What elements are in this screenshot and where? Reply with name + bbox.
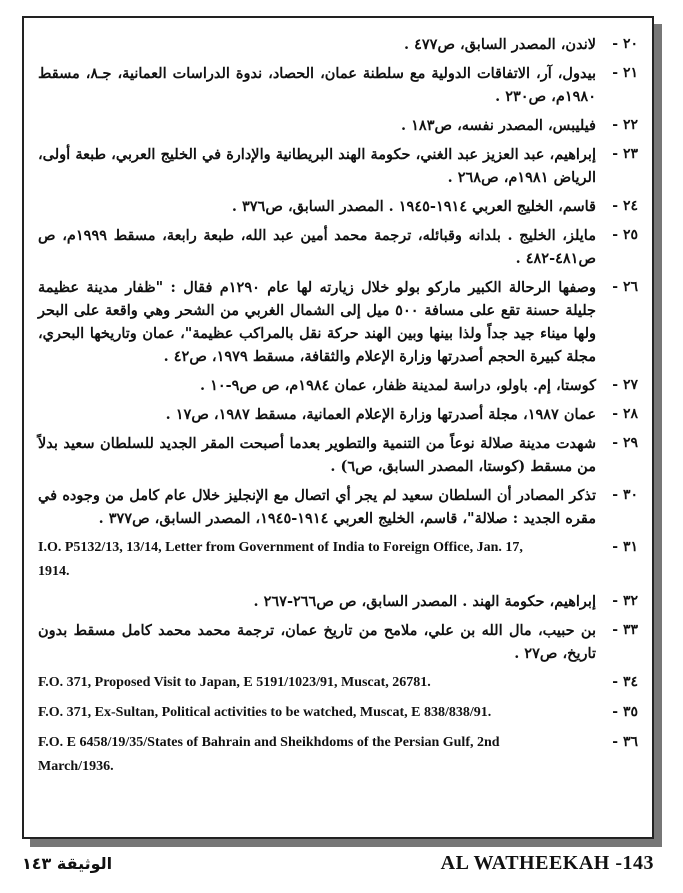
footnote-text [38, 536, 596, 584]
footnote-text-main: بن حبيب، مال الله بن علي، ملامح من تاريخ عمان، ترجمة محمد محمد كامل مسقط بدون تاريخ، ص٢٧ . [38, 622, 596, 662]
footnote-item [38, 403, 638, 426]
footnote-text [38, 432, 596, 478]
footnote-text-main: F.O. E 6458/19/35/States of Bahrain and Sheikhdoms of the Persian Gulf, 2nd [38, 735, 500, 750]
footnote-number: ٢٩ - [612, 435, 638, 451]
footnote-text [38, 276, 596, 368]
footnote-item [38, 62, 638, 108]
footnote-text-continuation: March/1936. [38, 759, 114, 774]
footnote-item [38, 701, 638, 725]
footnote-item [38, 536, 638, 584]
footnote-number: ٣٢ - [612, 593, 638, 609]
footnote-text [38, 33, 596, 56]
footnote-item [38, 114, 638, 137]
footnote-item [38, 619, 638, 665]
footnote-text-main: كوستا، إم. باولو، دراسة لمدينة ظفار، عمان ١٩٨٤م، ص ص٩-١٠ . [199, 377, 596, 394]
footnote-text [38, 671, 596, 695]
footnotes-list [38, 33, 638, 785]
footnote-text-main: بيدول، آر، الاتفاقات الدولية مع سلطنة عمان، الحصاد، ندوة الدراسات العمانية، جـ٨، مسقط ١٩٨٠م، ص٢٣٠ . [38, 65, 596, 105]
footnote-text [38, 62, 596, 108]
footnote-text-main: مايلز، الخليج . بلدانه وقبائله، ترجمة محمد أمين عبد الله، طبعة رابعة، مسقط ١٩٩٩م، ص ص٤٨١-٤٨٢ . [38, 227, 596, 267]
footnote-number: ٣٣ - [612, 622, 638, 638]
footnote-number: ٢٢ - [612, 117, 638, 133]
footnote-item [38, 33, 638, 56]
footnote-text-main: شهدت مدينة صلالة نوعاً من التنمية والتطوير بعدما أصبحت المقر الجديد للسلطان سعيد بدلاً من مسقط (كوستا، المصدر السابق، ص٦) . [38, 435, 596, 475]
footnote-text [38, 590, 596, 613]
footnote-item [38, 590, 638, 613]
footnote-item [38, 484, 638, 530]
footnote-item [38, 432, 638, 478]
footnote-text-main: فيليبس، المصدر نفسه، ص١٨٣ . [401, 117, 596, 134]
footnote-number: ٣١ - [612, 539, 638, 555]
footnote-text [38, 701, 596, 725]
footnote-text-main: F.O. 371, Proposed Visit to Japan, E 5191/1023/91, Muscat, 26781. [38, 675, 431, 690]
footnote-number: ٢٠ - [612, 36, 638, 52]
footnote-text [38, 195, 596, 218]
footnote-number: ٣٦ - [612, 734, 638, 750]
footnote-text [38, 143, 596, 189]
footnote-number: ٢٥ - [612, 227, 638, 243]
page-footer [22, 852, 654, 880]
footnote-item [38, 143, 638, 189]
footnote-number: ٢٣ - [612, 146, 638, 162]
footnote-text-main: قاسم، الخليج العربي ١٩١٤-١٩٤٥ . المصدر السابق، ص٣٧٦ . [231, 198, 596, 215]
footnote-number: ٢١ - [612, 65, 638, 81]
footnote-text-main: تذكر المصادر أن السلطان سعيد لم يجر أي اتصال مع الإنجليز خلال عام كامل من وجوده في مقره الجديد : صلالة"، قاسم، الخليج العربي ١٩١٤-١٩٤٥، المصدر السابق، ص٣٧٧ . [38, 487, 596, 527]
footnote-item [38, 731, 638, 779]
footnote-text [38, 374, 596, 397]
footnote-item [38, 276, 638, 368]
footnote-number: ٢٤ - [612, 198, 638, 214]
footnote-number: ٢٧ - [612, 377, 638, 393]
footnote-text [38, 114, 596, 137]
footnote-text-main: I.O. P5132/13, 13/14, Letter from Government of India to Foreign Office, Jan. 17, [38, 540, 523, 555]
footnote-item [38, 671, 638, 695]
footnote-number: ٣٥ - [612, 704, 638, 720]
footnote-item [38, 224, 638, 270]
footnote-number: ٢٦ - [612, 279, 638, 295]
footnote-text-main: إبراهيم، حكومة الهند . المصدر السابق، ص ص٢٦٦-٢٦٧ . [253, 593, 596, 610]
footnote-text-main: إبراهيم، عبد العزيز عبد الغني، حكومة الهند البريطانية والإدارة في الخليج العربي، طبعة أولى، الرياض ١٩٨١م، ص٢٦٨ . [38, 146, 596, 186]
footer-arabic-title: الوثيقة ١٤٣ [22, 854, 113, 873]
footnote-text-continuation: 1914. [38, 564, 70, 579]
footnote-number: ٣٠ - [612, 487, 638, 503]
footnote-text [38, 224, 596, 270]
footnote-text [38, 619, 596, 665]
footnote-number: ٣٤ - [612, 674, 638, 690]
footnote-text [38, 484, 596, 530]
footnote-item [38, 374, 638, 397]
footnote-text-main: F.O. 371, Ex-Sultan, Political activities to be watched, Muscat, E 838/838/91. [38, 705, 492, 720]
footnote-text [38, 731, 596, 779]
footnote-text [38, 403, 596, 426]
footnote-number: ٢٨ - [612, 406, 638, 422]
footnote-item [38, 195, 638, 218]
footer-english-title: AL WATHEEKAH -143 [440, 852, 654, 874]
footnote-text-main: وصفها الرحالة الكبير ماركو بولو خلال زيارته لها عام ١٢٩٠م فقال : "ظفار مدينة عظيمة جليلة حسنة تقع على مسافة ٥٠٠ ميل إلى الشمال الغربي من الشحر وهي واقعة على البحر ولها ميناء جيد جداً ولذا بينها وبين الهند حركة نقل بالمراكب عظيمة"، عمان وتاريخها البحري، مجلة كبيرة الحجم أصدرتها وزارة الإعلام والثقافة، مسقط ١٩٧٩، ص٤٢ . [38, 279, 597, 365]
footnote-text-main: عمان ١٩٨٧، مجلة أصدرتها وزارة الإعلام العمانية، مسقط ١٩٨٧، ص١٧ . [165, 406, 596, 423]
footnote-text-main: لاندن، المصدر السابق، ص٤٧٧ . [403, 36, 596, 53]
